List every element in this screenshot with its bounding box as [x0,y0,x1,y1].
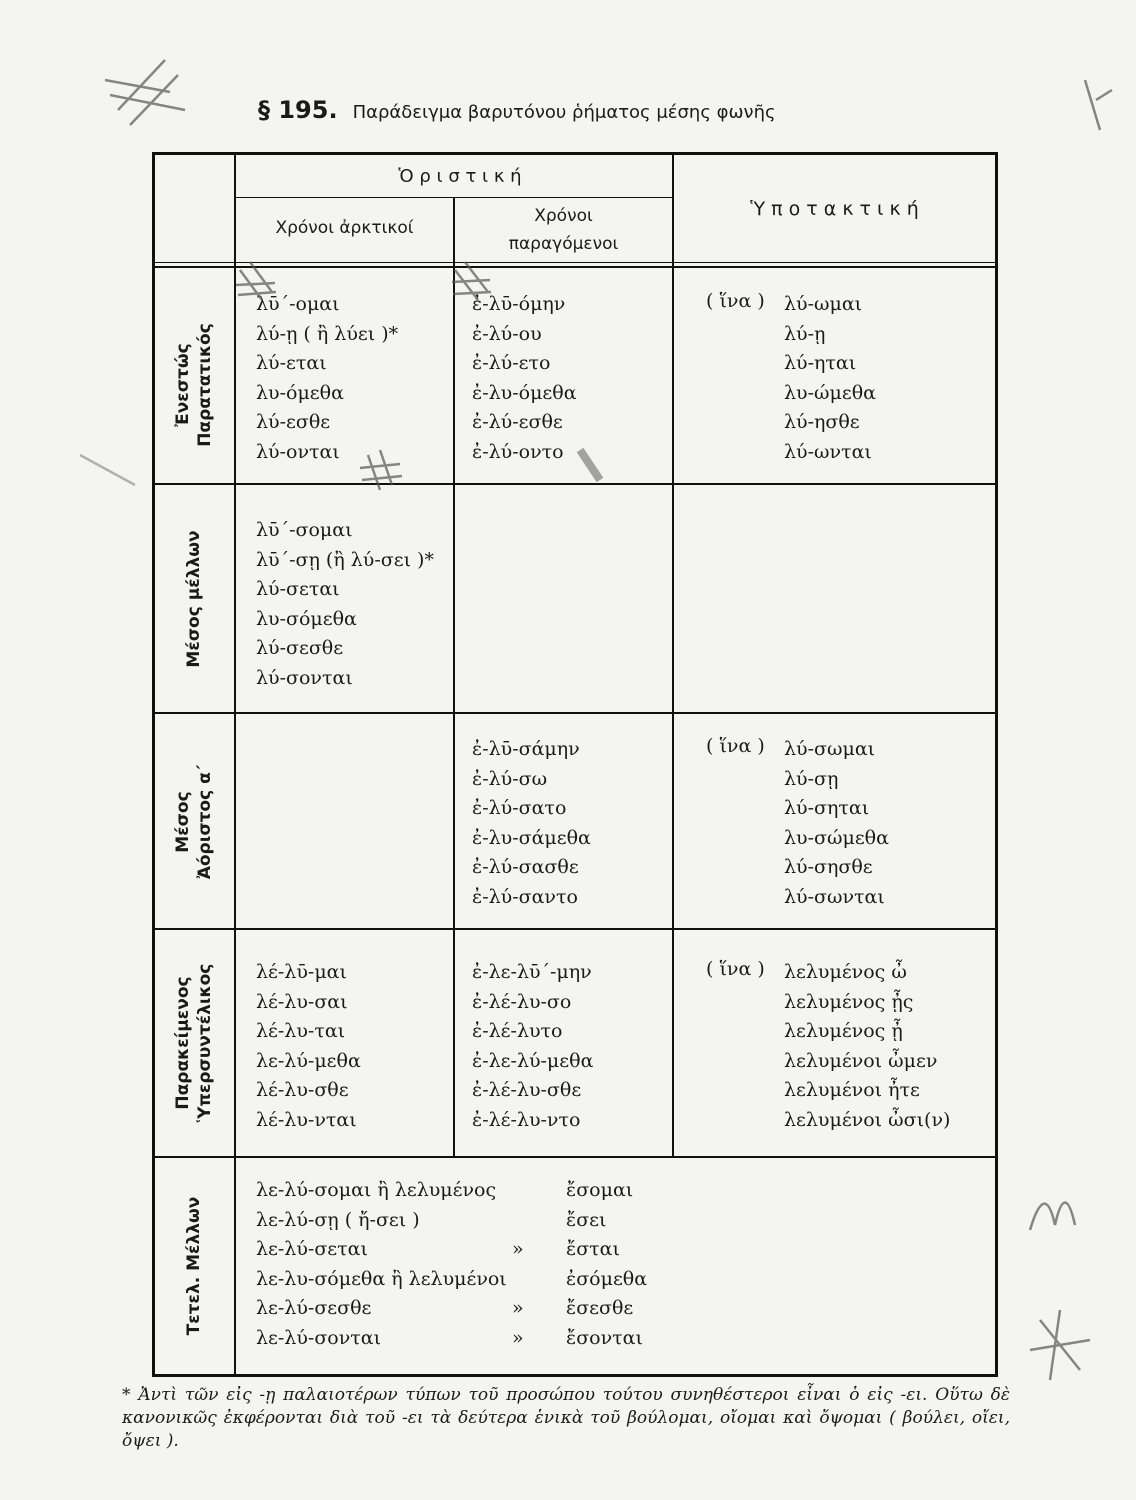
row-label-future [183,509,205,689]
verb-form: λέ-λῡ-μαι [256,961,347,983]
verb-form: ἐ-λέ-λυ-ντο [472,1108,581,1131]
verb-form: ἐσόμεθα [566,1267,648,1290]
hina-prefix: ( ἵνα ) [706,735,765,757]
table-border-left [152,152,155,1377]
table-border-bottom [155,1374,998,1377]
verb-form: ἐ-λέ-λυτο [472,1020,563,1042]
verb-form: λύ-σωνται [784,885,885,908]
row-label-line: Παρατατικός [195,323,215,447]
verb-form: λύ-ησθε [784,411,860,433]
verb-form: λε-λύ-σεσθε [256,1297,372,1319]
hina-prefix: ( ἵνα ) [706,958,765,980]
verb-form: ἐ-λύ-οντο [472,440,564,463]
verb-form: λελυμένος ᾖς [784,990,914,1013]
verb-form: λυ-σόμεθα [256,607,357,630]
verb-form: λύ-σησθε [784,856,873,878]
row-label-line: Ἀόριστος α΄ [195,764,215,880]
header-subjunctive: Ὑ π ο τ α κ τ ι κ ή [750,198,919,220]
verb-form: λύ-σονται [256,666,353,689]
present-primary-forms [256,290,398,467]
verb-form: λυ-ώμεθα [784,381,876,404]
header-secondary-tenses-line2: παραγόμενοι [508,234,619,254]
tense-divider [453,198,455,1158]
verb-form: λέ-λυ-σθε [256,1079,349,1101]
ditto-mark [512,1176,524,1206]
section-number: § 195. [258,96,338,124]
verb-form: λύ-σῃ [784,767,839,790]
row-label-perfect [172,928,216,1158]
verb-form: ἔσει [566,1208,607,1231]
label-column-divider [234,152,236,1377]
row-label-line: Τετελ. Μέλλων [184,1196,204,1336]
verb-form: λε-λύ-μεθα [256,1049,361,1072]
aorist-subjunctive-forms [784,735,889,912]
verb-form: λε-λύ-σονται [256,1326,382,1349]
verb-form: ἐ-λύ-σασθε [472,856,579,878]
verb-form: λε-λύ-σῃ ( ἤ-σει ) [256,1208,420,1231]
future-perfect-auxiliary [566,1176,647,1353]
pluperfect-forms [472,958,593,1135]
verb-form: ἐ-λέ-λυ-σθε [472,1079,582,1101]
imperfect-forms [472,290,577,467]
aorist-secondary-forms [472,735,591,912]
verb-form: λυ-σώμεθα [784,826,889,849]
hina-prefix: ( ἵνα ) [706,290,765,312]
future-primary-forms [256,516,434,693]
verb-form: λῡ΄-σῃ (ἢ λύ-σει )* [256,548,434,571]
verb-form: ἐ-λύ-σω [472,767,548,790]
verb-form: ἐ-λε-λύ-μεθα [472,1049,594,1072]
verb-form: ἐ-λύ-ου [472,322,542,345]
verb-form: λῡ΄-ομαι [256,293,340,315]
row-label-aorist [172,727,216,917]
table-border-right [995,152,998,1377]
row-label-present [172,285,216,485]
row-divider [152,928,998,930]
verb-form: λῡ΄-σομαι [256,519,353,541]
verb-form: λελυμένοι ὦμεν [784,1049,938,1072]
perfect-subjunctive-forms [784,958,950,1135]
row-label-line: Μέσος μέλλων [184,530,204,668]
verb-form: λύ-εσθε [256,411,331,433]
perfect-primary-forms [256,958,361,1135]
header-inner-line [234,197,674,198]
verb-form: ἔσονται [566,1326,643,1349]
verb-form: λύ-εται [256,352,327,374]
header-bottom-line [152,262,998,263]
ditto-mark: » [512,1238,524,1260]
verb-form: ἐ-λύ-σατο [472,797,567,819]
verb-form: ἐ-λῡ-όμην [472,293,566,315]
verb-form: λύ-σηται [784,797,870,819]
verb-form: λέ-λυ-ται [256,1020,346,1042]
future-perfect-ditto-marks [512,1176,524,1353]
verb-form: ἐ-λῡ-σάμην [472,738,580,760]
verb-form: λελυμένοι ἦτε [784,1079,920,1101]
verb-form: ἐ-λύ-ετο [472,352,551,374]
verb-form: λε-λύ-σεται [256,1238,368,1260]
verb-form: ἐ-λυ-σάμεθα [472,826,591,849]
row-label-line: Ὑπερσυντέλικος [195,963,215,1123]
verb-form: ἐ-λύ-εσθε [472,411,563,433]
verb-form: λυ-όμεθα [256,381,344,404]
verb-form: ἐ-λε-λῡ΄-μην [472,961,592,983]
verb-form: λύ-ηται [784,352,857,374]
verb-form: λε-λύ-σομαι ἢ λελυμένος [256,1179,497,1201]
header-bottom-line-2 [152,266,998,268]
verb-form: λέ-λυ-νται [256,1108,357,1131]
section-heading: Παράδειγμα βαρυτόνου ῥήματος μέσης φωνῆς [352,102,776,123]
ditto-mark [512,1265,524,1295]
ditto-mark: » [512,1297,524,1319]
row-label-line: Ἐνεστώς [173,343,193,427]
verb-form: λέ-λυ-σαι [256,990,348,1013]
verb-form: λύ-σωμαι [784,738,876,760]
header-secondary-tenses-line1: Χρόνοι [534,206,593,226]
verb-form: ἔσεσθε [566,1297,634,1319]
verb-form: ἐ-λύ-σαντο [472,885,578,908]
verb-form: ἐ-λυ-όμεθα [472,381,577,404]
verb-form: λελυμένος ὦ [784,961,907,983]
subjunctive-divider [672,152,674,1158]
ditto-mark [512,1206,524,1236]
verb-form: ἔσται [566,1238,620,1260]
verb-form: ἔσομαι [566,1179,634,1201]
header-indicative: Ὁ ρ ι σ τ ι κ ή [398,166,522,187]
row-label-line: Μέσος [173,791,193,853]
verb-form: λελυμένος ᾖ [784,1020,903,1042]
verb-form: ἐ-λέ-λυ-σο [472,990,572,1013]
header-primary-tenses: Χρόνοι ἀρκτικοί [275,218,414,238]
verb-form: λε-λυ-σόμεθα ἢ λελυμένοι [256,1267,507,1290]
verb-form: λελυμένοι ὦσι(ν) [784,1108,951,1131]
row-divider [152,712,998,714]
verb-form: λύ-σεται [256,578,340,600]
verb-form: λύ-ονται [256,440,340,463]
verb-form: λύ-ωνται [784,440,872,463]
verb-form: λύ-σεσθε [256,637,344,659]
footnote: * Ἀντὶ τῶν εἰς -ῃ παλαιοτέρων τύπων τοῦ προσώπου τούτου συνηθέστεροι εἶναι ὁ εἰς -ει. Οὕτω δὲ κανονικῶς ἐκφέρονται διὰ τοῦ -ει τὰ δεύτερα ἑνικὰ τοῦ βούλομαι, οἴομαι καὶ ὄψομαι ( βούλει, οἴει, ὄψει ). [122,1385,1010,1451]
present-subjunctive-forms [784,290,876,467]
row-divider [152,1156,998,1158]
future-perfect-forms [256,1176,507,1353]
verb-form: λύ-ῃ [784,322,826,345]
row-divider [152,483,998,485]
table-border-top [152,152,998,155]
verb-form: λύ-ωμαι [784,293,863,315]
row-label-future-perfect [183,1181,205,1351]
ditto-mark: » [512,1326,524,1349]
verb-form: λύ-ῃ ( ἢ λύει )* [256,322,399,345]
row-label-line: Παρακείμενος [173,976,193,1110]
